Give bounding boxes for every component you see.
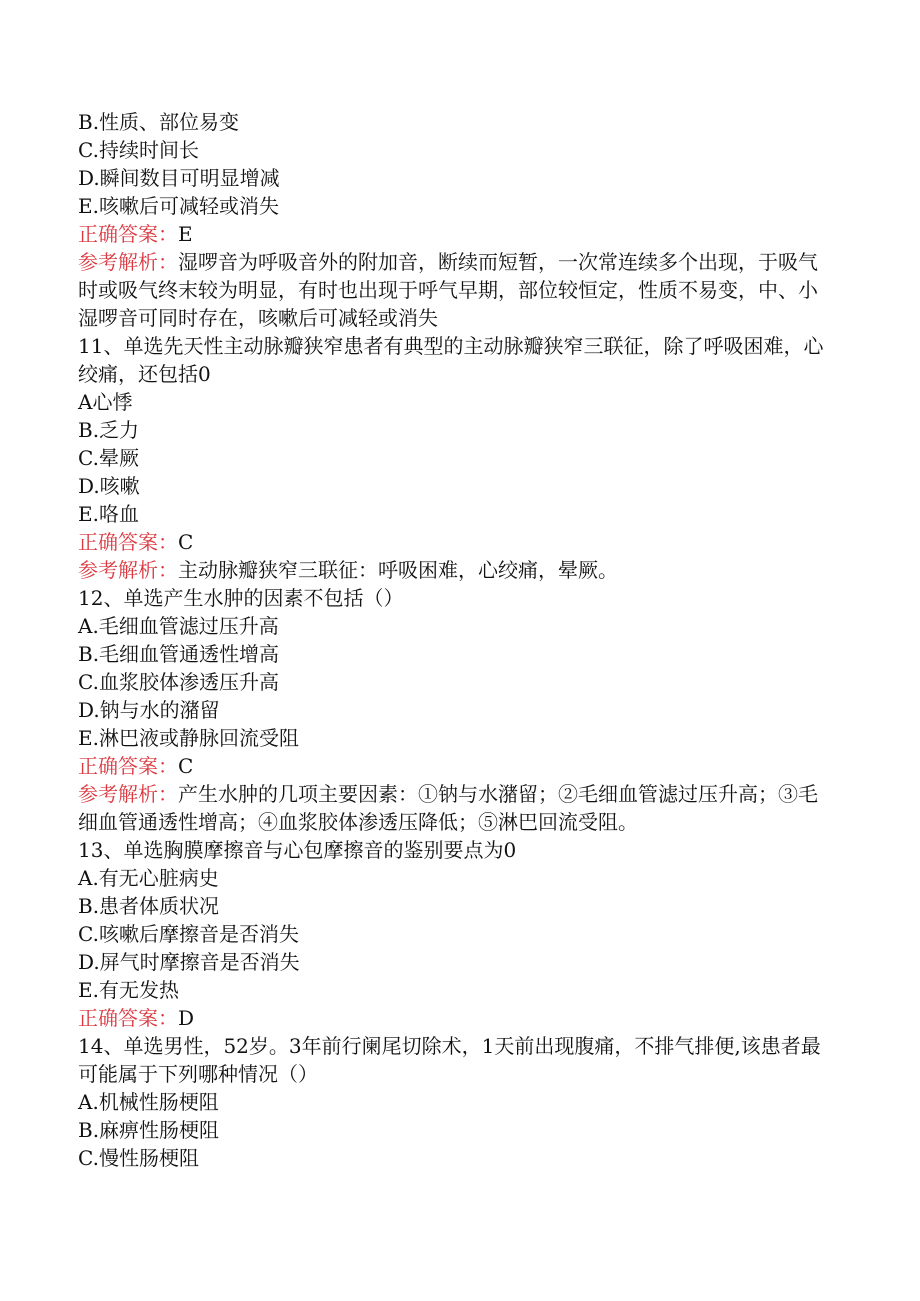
analysis-text: 湿啰音为呼吸音外的附加音，断续而短暂，一次常连续多个出现，于吸气时或吸气终末较为明显，有时也出现于呼气早期，部位较恒定，性质不易变，中、小湿啰音可同时存在，咳嗽后可减轻或消失 — [78, 250, 818, 330]
option-e: E.淋巴液或静脉回流受阻 — [78, 726, 299, 750]
question-stem: 14、单选男性，52岁。3年前行阑尾切除术，1天前出现腹痛，不排气排便,该患者最可能属于下列哪种情况（） — [78, 1034, 821, 1086]
option-d: D.钠与水的潴留 — [78, 698, 220, 722]
option-a: A心悸 — [78, 390, 133, 414]
option-a: A.机械性肠梗阻 — [78, 1090, 219, 1114]
option-d: D.咳嗽 — [78, 474, 140, 498]
option-c: C.持续时间长 — [78, 138, 199, 162]
answer-value: C — [178, 754, 194, 778]
question-11 — [78, 332, 838, 584]
document-page — [78, 108, 838, 1172]
analysis-label: 参考解析： — [78, 558, 178, 582]
option-b: B.乏力 — [78, 418, 140, 442]
option-d: D.瞬间数目可明显增减 — [78, 166, 280, 190]
option-c: C.咳嗽后摩擦音是否消失 — [78, 922, 299, 946]
analysis — [78, 248, 826, 332]
option-a: A.有无心脏病史 — [78, 866, 219, 890]
question-13 — [78, 836, 838, 1032]
question-10 — [78, 108, 838, 332]
answer-value: C — [178, 530, 194, 554]
correct-answer — [78, 528, 838, 556]
answer-label: 正确答案： — [78, 754, 178, 778]
answer-value: D — [178, 1006, 195, 1030]
answer-label: 正确答案： — [78, 222, 178, 246]
option-e: E.咳嗽后可减轻或消失 — [78, 194, 279, 218]
analysis — [78, 780, 826, 836]
question-stem: 13、单选胸膜摩擦音与心包摩擦音的鉴别要点为0 — [78, 838, 517, 862]
option-b: B.患者体质状况 — [78, 894, 220, 918]
option-c: C.血浆胶体渗透压升高 — [78, 670, 279, 694]
question-12 — [78, 584, 838, 836]
correct-answer — [78, 752, 838, 780]
question-stem: 12、单选产生水肿的因素不包括（） — [78, 586, 404, 610]
option-c: C.慢性肠梗阻 — [78, 1146, 199, 1170]
answer-value: E — [178, 222, 193, 246]
analysis — [78, 556, 826, 584]
correct-answer — [78, 1004, 838, 1032]
option-c: C.晕厥 — [78, 446, 139, 470]
analysis-text: 产生水肿的几项主要因素：①钠与水潴留；②毛细血管滤过压升高；③毛细血管通透性增高；④血浆胶体渗透压降低；⑤淋巴回流受阻。 — [78, 782, 818, 834]
option-b: B.性质、部位易变 — [78, 110, 240, 134]
option-b: B.毛细血管通透性增高 — [78, 642, 280, 666]
question-14 — [78, 1032, 838, 1172]
question-stem: 11、单选先天性主动脉瓣狭窄患者有典型的主动脉瓣狭窄三联征，除了呼吸困难，心绞痛，还包括0 — [78, 334, 824, 386]
answer-label: 正确答案： — [78, 1006, 178, 1030]
analysis-text: 主动脉瓣狭窄三联征：呼吸困难，心绞痛，晕厥。 — [178, 558, 618, 582]
answer-label: 正确答案： — [78, 530, 178, 554]
correct-answer — [78, 220, 838, 248]
option-e: E.咯血 — [78, 502, 139, 526]
option-b: B.麻痹性肠梗阻 — [78, 1118, 220, 1142]
analysis-label: 参考解析： — [78, 782, 178, 806]
option-d: D.屏气时摩擦音是否消失 — [78, 950, 300, 974]
option-e: E.有无发热 — [78, 978, 179, 1002]
option-a: A.毛细血管滤过压升高 — [78, 614, 279, 638]
analysis-label: 参考解析： — [78, 250, 178, 274]
